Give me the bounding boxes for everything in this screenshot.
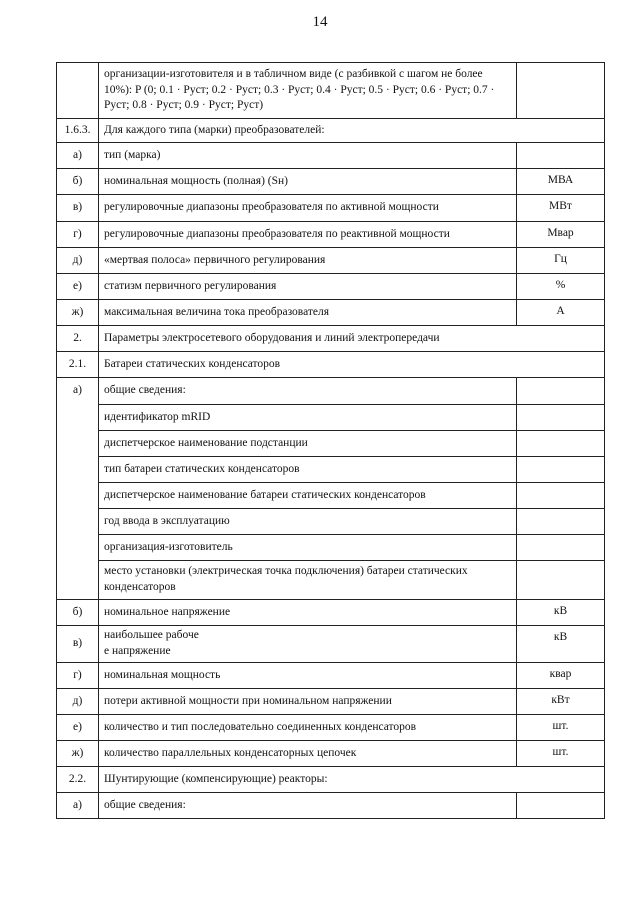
table-row xyxy=(57,509,605,535)
row-number: е) xyxy=(57,274,99,300)
table-row xyxy=(57,663,605,689)
unit-cell xyxy=(517,561,605,600)
table-row xyxy=(57,626,605,663)
table-row xyxy=(57,119,605,143)
unit-cell xyxy=(517,378,605,405)
unit-cell: МВА xyxy=(517,169,605,195)
parameter-text: регулировочные диапазоны преобразователя по активной мощности xyxy=(99,195,517,222)
unit-cell xyxy=(517,405,605,431)
parameter-text: организация-изготовитель xyxy=(99,535,517,561)
parameter-text: «мертвая полоса» первичного регулирования xyxy=(99,248,517,274)
row-number: в) xyxy=(57,195,99,222)
unit-cell: кВ xyxy=(517,600,605,626)
row-number: ж) xyxy=(57,741,99,767)
parameter-text: Параметры электросетевого оборудования и линий электропередачи xyxy=(99,326,605,352)
table-row xyxy=(57,63,605,119)
unit-cell: МВт xyxy=(517,195,605,222)
parameter-text: тип батареи статических конденсаторов xyxy=(99,457,517,483)
unit-cell xyxy=(517,143,605,169)
row-number: г) xyxy=(57,222,99,248)
parameter-text: максимальная величина тока преобразователя xyxy=(99,300,517,326)
unit-cell: шт. xyxy=(517,741,605,767)
table-row xyxy=(57,431,605,457)
table-row xyxy=(57,300,605,326)
parameter-text: идентификатор mRID xyxy=(99,405,517,431)
unit-cell: А xyxy=(517,300,605,326)
parameter-text: номинальное напряжение xyxy=(99,600,517,626)
row-number: д) xyxy=(57,689,99,715)
row-number: 2.1. xyxy=(57,352,99,378)
table-row xyxy=(57,767,605,793)
row-number: б) xyxy=(57,169,99,195)
parameter-text: диспетчерское наименование подстанции xyxy=(99,431,517,457)
row-number: 2. xyxy=(57,326,99,352)
unit-cell: Гц xyxy=(517,248,605,274)
row-number: б) xyxy=(57,600,99,626)
unit-cell xyxy=(517,535,605,561)
table-row xyxy=(57,222,605,248)
unit-cell: кВт xyxy=(517,689,605,715)
parameter-text: количество параллельных конденсаторных цепочек xyxy=(99,741,517,767)
unit-cell xyxy=(517,509,605,535)
parameter-text: Батареи статических конденсаторов xyxy=(99,352,605,378)
parameter-text: потери активной мощности при номинальном напряжении xyxy=(99,689,517,715)
row-number: 2.2. xyxy=(57,767,99,793)
row-number: в) xyxy=(57,626,99,663)
row-number: е) xyxy=(57,715,99,741)
table-row xyxy=(57,457,605,483)
table-row xyxy=(57,405,605,431)
row-number: ж) xyxy=(57,300,99,326)
unit-cell: шт. xyxy=(517,715,605,741)
parameter-text: тип (марка) xyxy=(99,143,517,169)
parameter-text: номинальная мощность (полная) (Sн) xyxy=(99,169,517,195)
table-row xyxy=(57,689,605,715)
parameter-text: организации-изготовителя и в табличном виде (с разбивкой с шагом не более 10%): P (0; 0.1 · Pуст; 0.2 · Pуст; 0.3 · Pуст; 0.4 · Pуст; 0.5 · Pуст; 0.6 · Pуст; 0.7 · Pуст; 0.8 · Pуст; 0.9 · Pуст; Pуст) xyxy=(99,63,517,119)
parameter-text: регулировочные диапазоны преобразователя по реактивной мощности xyxy=(99,222,517,248)
parameter-text: общие сведения: xyxy=(99,793,517,819)
parameter-text: Для каждого типа (марки) преобразователей: xyxy=(99,119,605,143)
table-row xyxy=(57,715,605,741)
table-row xyxy=(57,352,605,378)
table-row xyxy=(57,600,605,626)
table-row xyxy=(57,483,605,509)
parameter-text: номинальная мощность xyxy=(99,663,517,689)
row-number: а) xyxy=(57,378,99,600)
parameters-table xyxy=(56,62,605,819)
table-row xyxy=(57,326,605,352)
table-row xyxy=(57,535,605,561)
row-number: д) xyxy=(57,248,99,274)
unit-cell: % xyxy=(517,274,605,300)
parameter-text: наибольшее рабоче е напряжение xyxy=(99,626,517,663)
table-row xyxy=(57,143,605,169)
unit-cell xyxy=(517,431,605,457)
row-number: а) xyxy=(57,793,99,819)
page-number: 14 xyxy=(312,14,328,30)
table-row xyxy=(57,561,605,600)
row-number: г) xyxy=(57,663,99,689)
unit-cell xyxy=(517,793,605,819)
unit-cell: квар xyxy=(517,663,605,689)
unit-cell: Мвар xyxy=(517,222,605,248)
unit-cell xyxy=(517,63,605,119)
table-row xyxy=(57,741,605,767)
parameter-text: место установки (электрическая точка подключения) батареи статических конденсаторов xyxy=(99,561,517,600)
row-number xyxy=(57,63,99,119)
table-row xyxy=(57,195,605,222)
table-row xyxy=(57,793,605,819)
parameter-text: Шунтирующие (компенсирующие) реакторы: xyxy=(99,767,605,793)
parameter-text: статизм первичного регулирования xyxy=(99,274,517,300)
parameter-text: общие сведения: xyxy=(99,378,517,405)
row-number: 1.6.3. xyxy=(57,119,99,143)
unit-cell xyxy=(517,457,605,483)
parameter-text: диспетчерское наименование батареи статических конденсаторов xyxy=(99,483,517,509)
parameter-text: количество и тип последовательно соединенных конденсаторов xyxy=(99,715,517,741)
table-row xyxy=(57,169,605,195)
parameter-text: год ввода в эксплуатацию xyxy=(99,509,517,535)
row-number: а) xyxy=(57,143,99,169)
table-row xyxy=(57,378,605,405)
table-row xyxy=(57,274,605,300)
table-row xyxy=(57,248,605,274)
unit-cell: кВ xyxy=(517,626,605,663)
unit-cell xyxy=(517,483,605,509)
